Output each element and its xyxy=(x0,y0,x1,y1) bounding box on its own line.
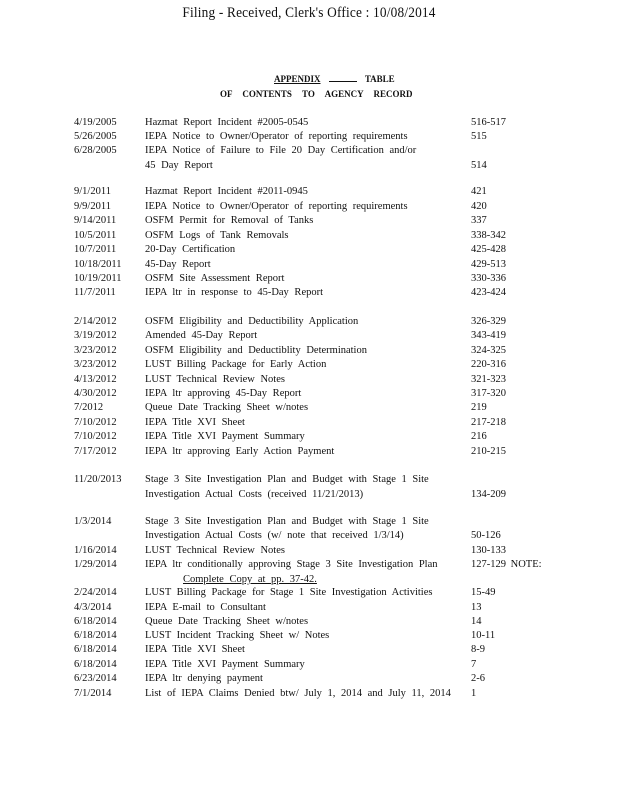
table-row xyxy=(0,658,618,672)
row-description: IEPA Title XVI Payment Summary xyxy=(145,431,305,442)
table-row xyxy=(0,629,618,643)
row-description: IEPA ltr conditionally approving Stage 3 Site Investigation Plan xyxy=(145,559,438,570)
table-row xyxy=(0,573,618,587)
table-row xyxy=(0,687,618,701)
row-pages: 130-133 xyxy=(471,545,506,556)
row-date: 11/7/2011 xyxy=(74,287,116,298)
row-description: 20-Day Certification xyxy=(145,244,236,255)
row-date: 10/5/2011 xyxy=(74,230,117,241)
row-pages: 514 xyxy=(471,160,487,171)
row-date: 1/29/2014 xyxy=(74,559,117,570)
row-date: 3/19/2012 xyxy=(74,330,117,341)
table-row xyxy=(0,243,618,257)
row-pages: 321-323 xyxy=(471,374,506,385)
row-description: Stage 3 Site Investigation Plan and Budget with Stage 1 Site xyxy=(145,474,429,485)
row-date: 6/18/2014 xyxy=(74,659,117,670)
row-pages: 219 xyxy=(471,402,487,413)
row-description: IEPA ltr denying payment xyxy=(145,673,263,684)
row-date: 10/19/2011 xyxy=(74,273,122,284)
table-row xyxy=(0,529,618,543)
row-date: 9/1/2011 xyxy=(74,186,111,197)
table-row xyxy=(0,586,618,600)
row-pages: 15-49 xyxy=(471,587,496,598)
table-row xyxy=(0,373,618,387)
table-row xyxy=(0,430,618,444)
row-pages: 515 xyxy=(471,131,487,142)
row-description: Queue Date Tracking Sheet w/notes xyxy=(145,616,309,627)
row-pages: 217-218 xyxy=(471,417,506,428)
table-row xyxy=(0,558,618,572)
row-date: 9/14/2011 xyxy=(74,215,117,226)
row-pages: 343-419 xyxy=(471,330,506,341)
row-pages: 14 xyxy=(471,616,482,627)
row-description: IEPA Title XVI Sheet xyxy=(145,644,245,655)
table-row xyxy=(0,473,618,487)
table-row xyxy=(0,286,618,300)
row-pages: 423-424 xyxy=(471,287,506,298)
appendix-word: APPENDIX xyxy=(274,74,321,84)
row-pages: 326-329 xyxy=(471,316,506,327)
table-row xyxy=(0,445,618,459)
table-row xyxy=(0,358,618,372)
row-date: 3/23/2012 xyxy=(74,359,117,370)
row-date: 2/14/2012 xyxy=(74,316,117,327)
row-description: Amended 45-Day Report xyxy=(145,330,258,341)
row-description: LUST Technical Review Notes xyxy=(145,374,285,385)
row-description: IEPA ltr approving Early Action Payment xyxy=(145,446,335,457)
table-row xyxy=(0,615,618,629)
row-description: 45 Day Report xyxy=(145,160,213,171)
row-description: IEPA ltr approving 45-Day Report xyxy=(145,388,302,399)
row-pages: 425-428 xyxy=(471,244,506,255)
filing-header: Filing - Received, Clerk's Office : 10/08/2014 xyxy=(182,5,436,21)
row-pages: 429-513 xyxy=(471,259,506,270)
row-date: 4/30/2012 xyxy=(74,388,117,399)
row-date: 4/3/2014 xyxy=(74,602,112,613)
row-date: 7/10/2012 xyxy=(74,431,117,442)
row-description: Queue Date Tracking Sheet w/notes xyxy=(145,402,309,413)
table-row xyxy=(0,315,618,329)
table-row xyxy=(0,214,618,228)
row-description: Investigation Actual Costs (w/ note that received 1/3/14) xyxy=(145,530,404,541)
row-date: 7/10/2012 xyxy=(74,417,117,428)
row-pages: 134-209 xyxy=(471,489,506,500)
row-date: 5/26/2005 xyxy=(74,131,117,142)
row-pages: 338-342 xyxy=(471,230,506,241)
row-description: OSFM Site Assessment Report xyxy=(145,273,285,284)
row-pages: 317-320 xyxy=(471,388,506,399)
row-pages: 127-129 NOTE: xyxy=(471,559,542,570)
row-date: 7/1/2014 xyxy=(74,688,112,699)
row-description: Investigation Actual Costs (received 11/21/2013) xyxy=(145,489,364,500)
table-row xyxy=(0,387,618,401)
row-description: IEPA Notice of Failure to File 20 Day Certification and/or xyxy=(145,145,417,156)
row-pages: 7 xyxy=(471,659,477,670)
row-description: IEPA ltr in response to 45-Day Report xyxy=(145,287,324,298)
appendix-title-line2: OF CONTENTS TO AGENCY RECORD xyxy=(220,89,413,99)
row-pages: 330-336 xyxy=(471,273,506,284)
row-date: 7/17/2012 xyxy=(74,446,117,457)
row-pages: 2-6 xyxy=(471,673,485,684)
row-pages: 421 xyxy=(471,186,487,197)
row-description: IEPA Title XVI Payment Summary xyxy=(145,659,305,670)
row-description: Complete Copy at pp. 37-42. xyxy=(183,574,317,585)
row-description: IEPA Title XVI Sheet xyxy=(145,417,245,428)
row-date: 6/28/2005 xyxy=(74,145,117,156)
row-date: 3/23/2012 xyxy=(74,345,117,356)
row-pages: 216 xyxy=(471,431,487,442)
row-pages: 516-517 xyxy=(471,117,506,128)
row-pages: 210-215 xyxy=(471,446,506,457)
table-row xyxy=(0,229,618,243)
row-description: OSFM Permit for Removal of Tanks xyxy=(145,215,314,226)
row-date: 6/18/2014 xyxy=(74,644,117,655)
table-row xyxy=(0,258,618,272)
table-row xyxy=(0,401,618,415)
row-date: 4/19/2005 xyxy=(74,117,117,128)
row-description: OSFM Logs of Tank Removals xyxy=(145,230,289,241)
row-date: 1/3/2014 xyxy=(74,516,112,527)
row-date: 6/18/2014 xyxy=(74,616,117,627)
row-pages: 8-9 xyxy=(471,644,485,655)
row-description: IEPA E-mail to Consultant xyxy=(145,602,266,613)
table-row xyxy=(0,344,618,358)
row-date: 1/16/2014 xyxy=(74,545,117,556)
row-description: IEPA Notice to Owner/Operator of reporting requirements xyxy=(145,201,408,212)
row-date: 6/18/2014 xyxy=(74,630,117,641)
row-date: 6/23/2014 xyxy=(74,673,117,684)
row-description: LUST Technical Review Notes xyxy=(145,545,285,556)
row-pages: 1 xyxy=(471,688,477,699)
table-row xyxy=(0,116,618,130)
table-row xyxy=(0,544,618,558)
table-row xyxy=(0,185,618,199)
row-description: IEPA Notice to Owner/Operator of reporting requirements xyxy=(145,131,408,142)
row-pages: 220-316 xyxy=(471,359,506,370)
table-row xyxy=(0,601,618,615)
row-description: OSFM Eligibility and Deductiblity Determination xyxy=(145,345,367,356)
table-row xyxy=(0,643,618,657)
table-word: TABLE xyxy=(364,74,395,84)
row-pages: 50-126 xyxy=(471,530,501,541)
row-description: 45-Day Report xyxy=(145,259,211,270)
row-pages: 337 xyxy=(471,215,487,226)
row-date: 10/7/2011 xyxy=(74,244,117,255)
row-date: 9/9/2011 xyxy=(74,201,111,212)
table-row xyxy=(0,416,618,430)
row-pages: 10-11 xyxy=(471,630,496,641)
row-date: 10/18/2011 xyxy=(74,259,122,270)
row-description: LUST Billing Package for Stage 1 Site Investigation Activities xyxy=(145,587,433,598)
table-row xyxy=(0,200,618,214)
table-row xyxy=(0,130,618,144)
table-row xyxy=(0,515,618,529)
row-pages: 324-325 xyxy=(471,345,506,356)
row-description: Stage 3 Site Investigation Plan and Budget with Stage 1 Site xyxy=(145,516,429,527)
table-row xyxy=(0,159,618,173)
row-description: LUST Billing Package for Early Action xyxy=(145,359,327,370)
row-pages: 13 xyxy=(471,602,482,613)
row-description: OSFM Eligibility and Deductibility Application xyxy=(145,316,359,327)
table-row xyxy=(0,329,618,343)
row-date: 2/24/2014 xyxy=(74,587,117,598)
row-description: LUST Incident Tracking Sheet w/ Notes xyxy=(145,630,330,641)
table-row xyxy=(0,144,618,158)
row-description: List of IEPA Claims Denied btw/ July 1, 2014 and July 11, 2014 xyxy=(145,688,451,699)
row-pages: 420 xyxy=(471,201,487,212)
row-date: 11/20/2013 xyxy=(74,474,122,485)
row-description: Hazmat Report Incident #2011-0945 xyxy=(145,186,308,197)
table-row xyxy=(0,672,618,686)
row-description: Hazmat Report Incident #2005-0545 xyxy=(145,117,309,128)
table-row xyxy=(0,272,618,286)
row-date: 7/2012 xyxy=(74,402,104,413)
row-date: 4/13/2012 xyxy=(74,374,117,385)
table-row xyxy=(0,488,618,502)
